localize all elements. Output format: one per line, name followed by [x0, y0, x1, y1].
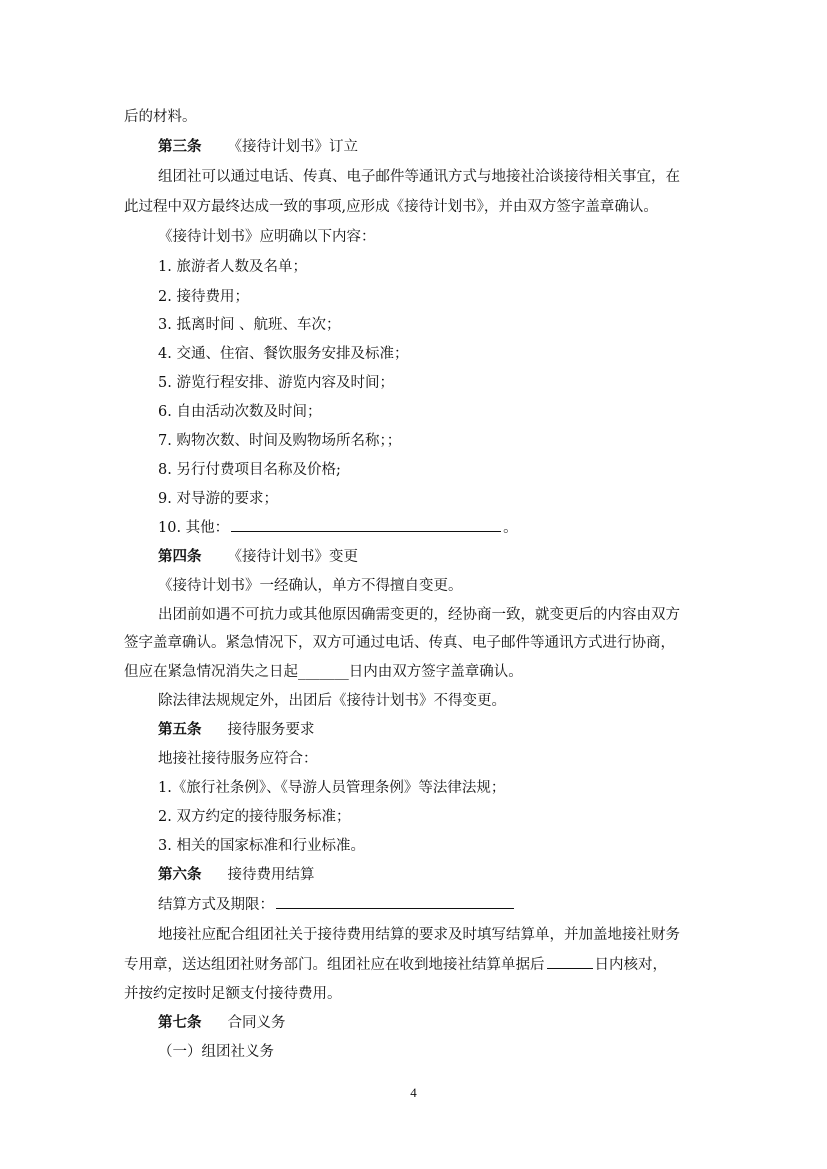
- list-item: 9. 对导游的要求；: [158, 491, 278, 507]
- list-item: 5. 游览行程安排、游览内容及时间；: [158, 375, 394, 391]
- article-7-heading: [158, 1013, 714, 1033]
- paragraph-line: 地接社接待服务应符合：: [158, 751, 318, 767]
- paragraph-line: 并按约定按时足额支付接待费用。: [124, 986, 342, 1002]
- paragraph-line: 签字盖章确认。紧急情况下，双方可通过电话、传真、电子邮件等通讯方式进行协商，: [124, 635, 675, 651]
- list-item: 2. 接待费用；: [158, 289, 249, 305]
- paragraph-line: 组团社可以通过电话、传真、电子邮件等通讯方式与地接社洽谈接待相关事宜，在: [158, 169, 680, 185]
- paragraph-line: 《接待计划书》应明确以下内容：: [158, 229, 376, 245]
- list-item: 3. 抵离时间 、航班、车次；: [158, 317, 341, 333]
- article-title: 接待费用结算: [227, 867, 315, 883]
- list-item: 1. 旅游者人数及名单；: [158, 259, 307, 275]
- paragraph-line: 地接社应配合组团社关于接待费用结算的要求及时填写结算单，并加盖地接社财务: [158, 927, 680, 943]
- paragraph-line: 除法律法规规定外，出团后《接待计划书》不得变更。: [158, 693, 506, 709]
- period: 。: [503, 520, 518, 536]
- paragraph-continuation: 后的材料。: [124, 109, 197, 125]
- fill-in-blank[interactable]: [276, 895, 514, 909]
- list-item: 1.《旅行社条例》、《导游人员管理条例》等法律法规；: [158, 780, 506, 796]
- article-number: 第六条: [158, 866, 202, 883]
- article-number: 第五条: [158, 721, 202, 738]
- list-item: 6. 自由活动次数及时间；: [158, 404, 322, 420]
- article-title: 《接待计划书》订立: [227, 139, 358, 155]
- list-item: 8. 另行付费项目名称及价格;: [158, 462, 341, 478]
- paragraph-line: 但应在紧急情况消失之日起_______日内由双方签字盖章确认。: [124, 664, 523, 680]
- fill-in-blank[interactable]: [231, 518, 501, 532]
- list-item: 3. 相关的国家标准和行业标准。: [158, 838, 365, 854]
- other-label: 10. 其他：: [158, 520, 230, 536]
- subsection-heading: （一）组团社义务: [158, 1044, 274, 1060]
- fill-in-blank[interactable]: [547, 955, 593, 969]
- days-blank[interactable]: _______: [298, 664, 349, 680]
- page-number: 4: [410, 1085, 417, 1100]
- article-title: 合同义务: [227, 1015, 286, 1031]
- list-item: 4. 交通、住宿、餐饮服务安排及标准；: [158, 346, 409, 362]
- paragraph-line: 此过程中双方最终达成一致的事项,应形成《接待计划书》，并由双方签字盖章确认。: [124, 199, 658, 215]
- article-4-heading: [158, 547, 714, 567]
- list-item-other: [158, 518, 714, 538]
- paragraph-line: 出团前如遇不可抗力或其他原因确需变更的，经协商一致，就变更后的内容由双方: [158, 607, 680, 623]
- article-number: 第四条: [158, 548, 202, 565]
- list-item: 2. 双方约定的接待服务标准；: [158, 809, 351, 825]
- article-number: 第七条: [158, 1014, 202, 1031]
- article-title: 接待服务要求: [227, 722, 315, 738]
- article-6-heading: [158, 865, 714, 885]
- paragraph-line: 专用章，送达组团社财务部门。组团社应在收到地接社结算单据后 日内核对，: [124, 957, 667, 973]
- article-3-heading: [158, 137, 714, 157]
- settlement-terms-line: 结算方式及期限：: [158, 895, 714, 915]
- paragraph-line: 《接待计划书》一经确认，单方不得擅自变更。: [158, 578, 463, 594]
- article-title: 《接待计划书》变更: [227, 549, 358, 565]
- article-5-heading: [158, 720, 714, 740]
- article-number: 第三条: [158, 138, 202, 155]
- list-item: 7. 购物次数、时间及购物场所名称；；: [158, 433, 402, 449]
